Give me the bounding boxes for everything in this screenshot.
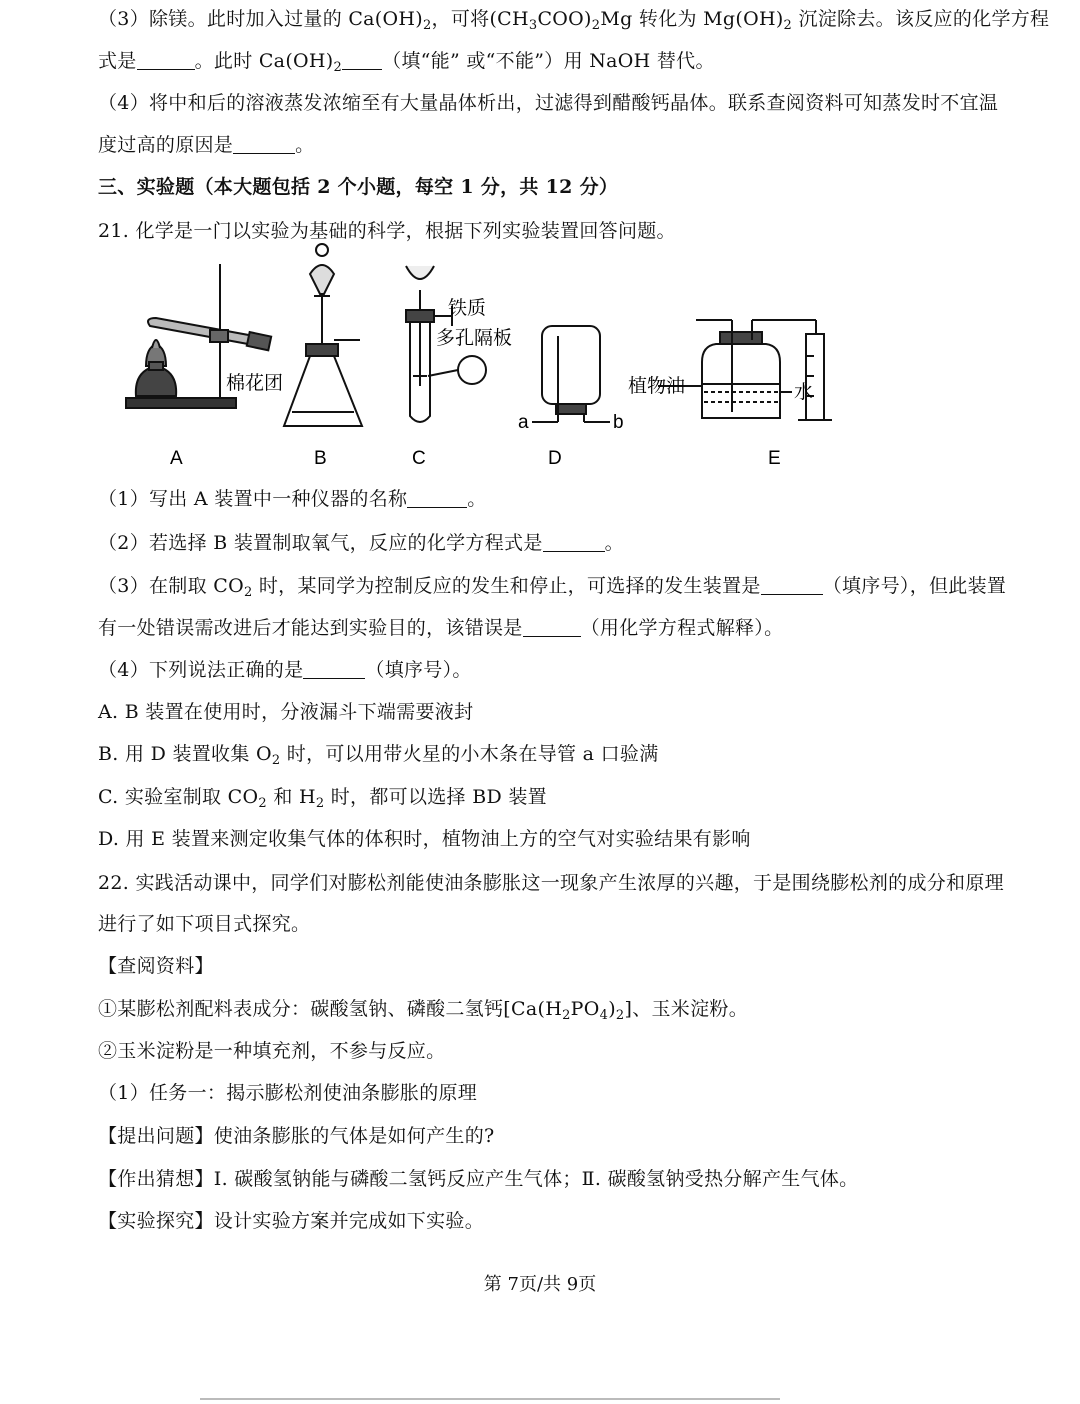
question-21-part-2: （2）若选择 B 装置制取氧气，反应的化学方程式是 。 [98, 532, 624, 554]
label-e: E [768, 448, 781, 469]
hypothesis: 【作出猜想】Ⅰ. 碳酸氢钠能与磷酸二氢钙反应产生气体；Ⅱ. 碳酸氢钠受热分解产生气体。 [98, 1168, 859, 1190]
subscript: 2 [783, 18, 793, 33]
subscript: 2 [591, 18, 601, 33]
answer-blank[interactable] [761, 576, 823, 595]
raise-question: 【提出问题】使油条膨胀的气体是如何产生的? [98, 1125, 495, 1147]
apparatus-d [532, 326, 610, 422]
page-footer: 第 7页/共 9页 [483, 1274, 597, 1295]
reference-item-2: ②玉米淀粉是一种填充剂，不参与反应。 [98, 1040, 446, 1062]
subscript: 4 [599, 1008, 609, 1023]
apparatus-b [284, 244, 362, 426]
answer-blank[interactable] [233, 135, 295, 154]
answer-blank[interactable] [523, 618, 581, 637]
label-port-a: a [518, 412, 529, 433]
text-line: 度过高的原因是 。 [98, 134, 315, 156]
answer-blank[interactable] [407, 489, 467, 508]
label-water: 水 [794, 382, 814, 403]
label-port-b: b [613, 412, 624, 433]
apparatus-e [658, 320, 832, 420]
label-b: B [314, 448, 327, 469]
subscript: 2 [562, 1008, 571, 1023]
text-line: （4）将中和后的溶液蒸发浓缩至有大量晶体析出，过滤得到醋酸钙晶体。联系查阅资料可知蒸发时不宜温 [98, 92, 999, 114]
question-21-part-4: （4）下列说法正确的是 （填序号）。 [98, 659, 472, 681]
option-d: D. 用 E 装置来测定收集气体的体积时，植物油上方的空气对实验结果有影响 [98, 828, 751, 850]
question-21-part-3: （3）在制取 $CO_2$ 时，某同学为控制反应的发生和停止，可选择的发生装置是 （填序号），但此装置 [98, 575, 1007, 600]
subscript: 2 [315, 796, 325, 811]
section-heading: 三、实验题（本大题包括 2 个小题，每空 1 分，共 12 分） [98, 176, 619, 198]
question-21-stem: 21. 化学是一门以实验为基础的科学，根据下列实验装置回答问题。 [98, 220, 676, 242]
option-a: A. B 装置在使用时，分液漏斗下端需要液封 [98, 701, 474, 723]
label-plate-1: 铁质 [448, 298, 487, 319]
answer-blank[interactable] [137, 51, 195, 70]
label-d: D [548, 448, 562, 469]
label-plate-2: 多孔隔板 [436, 328, 513, 349]
experiment-inquiry: 【实验探究】设计实验方案并完成如下实验。 [98, 1210, 485, 1232]
subscript: 2 [243, 585, 253, 600]
label-oil: 植物油 [628, 376, 686, 397]
subscript: 3 [528, 18, 538, 33]
text-line: （3）除镁。此时加入过量的 $Ca(OH)_2$，可将$(CH_3COO)_2Mg$ 转化为 $Mg(OH)_2$ 沉淀除去。该反应的化学方程 [98, 8, 1050, 33]
subscript: 2 [422, 18, 432, 33]
reference-item-1: ①某膨松剂配料表成分：碳酸氢钠、磷酸二氢钙$[Ca(H_2PO_4)_2]$、玉米淀粉。 [98, 998, 748, 1023]
scan-artifact-line [200, 1398, 780, 1400]
subscript: 2 [258, 796, 267, 811]
subscript: 2 [615, 1008, 625, 1023]
label-c: C [412, 448, 426, 469]
question-22-stem-cont: 进行了如下项目式探究。 [98, 913, 311, 935]
answer-blank[interactable] [543, 533, 605, 552]
question-21-part-3-cont: 有一处错误需改进后才能达到实验目的，该错误是 （用化学方程式解释）。 [98, 617, 784, 639]
text-line: 式是 。此时 $Ca(OH)_2$ （填“能” 或“不能”）用 NaOH 替代。 [98, 50, 715, 75]
task-one: （1）任务一：揭示膨松剂使油条膨胀的原理 [98, 1082, 478, 1104]
option-b: B. 用 D 装置收集 $O_2$ 时，可以用带火星的小木条在导管 a 口验满 [98, 743, 659, 768]
label-cotton: 棉花团 [226, 373, 284, 394]
question-21-part-1: （1）写出 A 装置中一种仪器的名称 。 [98, 488, 487, 510]
subscript: 2 [333, 60, 343, 75]
option-c: C. 实验室制取 $CO_2$ 和 $H_2$ 时，都可以选择 BD 装置 [98, 786, 547, 811]
apparatus-figure [98, 236, 858, 476]
question-22-stem: 22. 实践活动课中，同学们对膨松剂能使油条膨胀这一现象产生浓厚的兴趣，于是围绕膨松剂的成分和原理 [98, 872, 1004, 894]
reference-heading: 【查阅资料】 [98, 955, 214, 977]
answer-blank[interactable] [303, 660, 365, 679]
subscript: 2 [271, 753, 281, 768]
label-a: A [170, 448, 183, 469]
answer-blank[interactable] [342, 51, 382, 70]
